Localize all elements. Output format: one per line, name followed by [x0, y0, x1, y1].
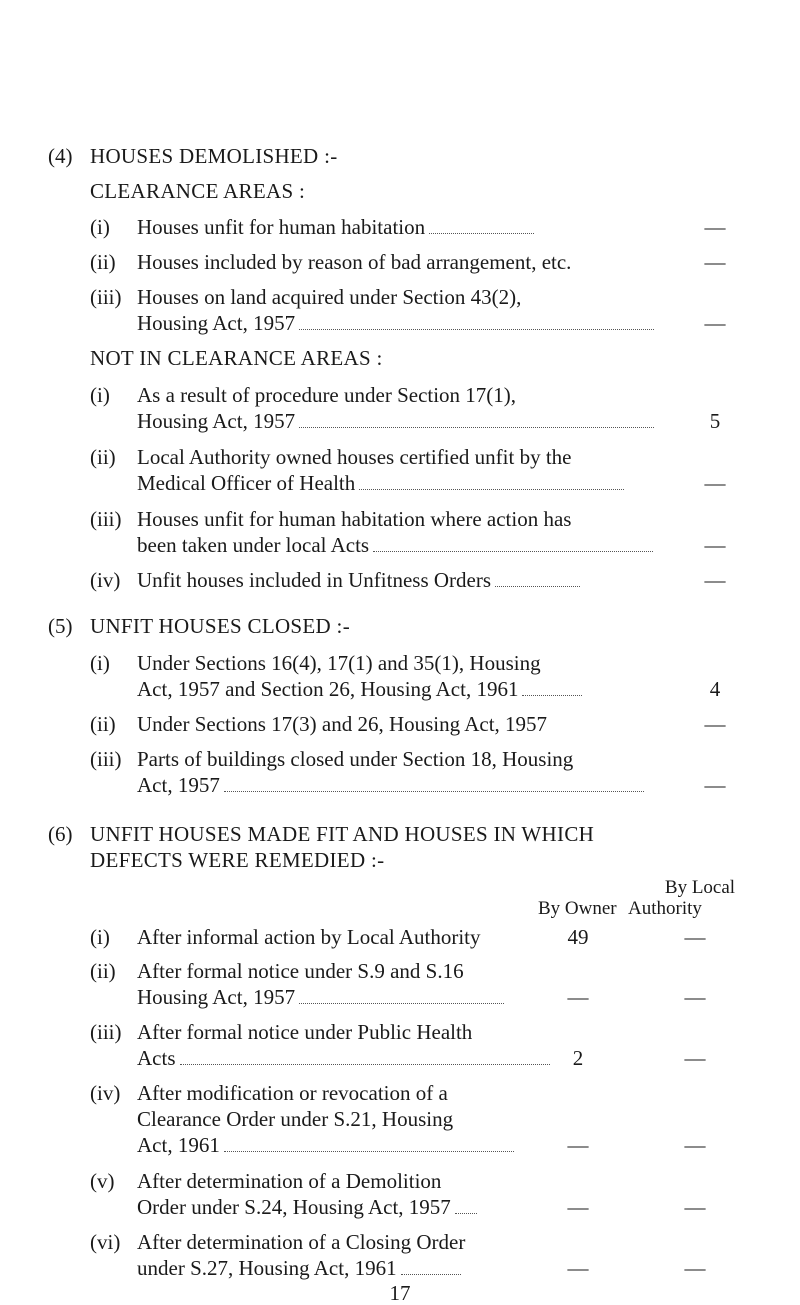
item-number: (iii) [90, 747, 122, 771]
la-value: — [684, 1195, 706, 1219]
section-number: (5) [48, 614, 73, 638]
item-text: Houses unfit for human habitation [137, 214, 692, 240]
item-number: (ii) [90, 712, 116, 736]
owner-value: 49 [567, 925, 589, 949]
col-header-la-line2: Authority [628, 898, 702, 919]
la-value: — [684, 1133, 706, 1157]
item-text: Houses included by reason of bad arrangement, etc. [137, 250, 572, 274]
item-text: After determination of a Closing Order [137, 1230, 466, 1254]
item-text: Under Sections 16(4), 17(1) and 35(1), Housing [137, 651, 541, 675]
item-text: Act, 1957 [137, 772, 692, 798]
clearance-areas-heading: CLEARANCE AREAS : [90, 179, 306, 203]
item-value: — [704, 215, 726, 239]
item-text: After informal action by Local Authority [137, 925, 481, 949]
item-number: (iii) [90, 285, 122, 309]
item-text: Acts [137, 1045, 557, 1071]
item-number: (iii) [90, 1020, 122, 1044]
section-title: HOUSES DEMOLISHED :- [90, 144, 338, 168]
item-text: Medical Officer of Health [137, 470, 692, 496]
item-value: — [704, 773, 726, 797]
item-text: After formal notice under Public Health [137, 1020, 473, 1044]
item-text: Order under S.24, Housing Act, 1957 [137, 1194, 557, 1220]
item-value: — [704, 533, 726, 557]
section-title: UNFIT HOUSES CLOSED :- [90, 614, 350, 638]
item-number: (v) [90, 1169, 115, 1193]
item-value: — [704, 568, 726, 592]
la-value: — [684, 985, 706, 1009]
item-text: Houses on land acquired under Section 43(2), [137, 285, 522, 309]
item-number: (i) [90, 925, 110, 949]
item-text: been taken under local Acts [137, 532, 692, 558]
item-text: After modification or revocation of a [137, 1081, 448, 1105]
item-text: Housing Act, 1957 [137, 408, 692, 434]
item-value: — [704, 250, 726, 274]
owner-value: — [567, 1195, 589, 1219]
item-value: 5 [709, 409, 721, 433]
item-value: — [704, 311, 726, 335]
item-value: — [704, 712, 726, 736]
item-number: (iv) [90, 568, 121, 592]
item-number: (ii) [90, 250, 116, 274]
owner-value: — [567, 1256, 589, 1280]
item-value: 4 [709, 677, 721, 701]
item-text: Unfit houses included in Unfitness Orders [137, 567, 692, 593]
item-text: After determination of a Demolition [137, 1169, 442, 1193]
item-number: (ii) [90, 445, 116, 469]
item-number: (i) [90, 383, 110, 407]
item-text: Act, 1957 and Section 26, Housing Act, 1961 [137, 676, 692, 702]
item-text: Houses unfit for human habitation where action has [137, 507, 572, 531]
item-text: Local Authority owned houses certified unfit by the [137, 445, 572, 469]
item-text: Parts of buildings closed under Section 18, Housing [137, 747, 574, 771]
item-text: Under Sections 17(3) and 26, Housing Act, 1957 [137, 712, 548, 736]
section-number: (4) [48, 144, 73, 168]
item-text: Housing Act, 1957 [137, 310, 692, 336]
item-number: (vi) [90, 1230, 121, 1254]
owner-value: 2 [572, 1046, 584, 1070]
item-value: — [704, 471, 726, 495]
la-value: — [684, 925, 706, 949]
owner-value: — [567, 985, 589, 1009]
item-text: under S.27, Housing Act, 1961 [137, 1255, 557, 1281]
item-text: As a result of procedure under Section 17(1), [137, 383, 517, 407]
section-title: UNFIT HOUSES MADE FIT AND HOUSES IN WHICH DEFECTS WERE REMEDIED :- [90, 822, 595, 872]
item-text: Housing Act, 1957 [137, 984, 557, 1010]
col-header-owner: By Owner [538, 898, 617, 919]
page-number: 17 [389, 1281, 411, 1305]
col-header-la-line1: By Local [664, 877, 736, 898]
item-number: (i) [90, 651, 110, 675]
item-text: After formal notice under S.9 and S.16 [137, 959, 464, 983]
owner-value: — [567, 1133, 589, 1157]
la-value: — [684, 1256, 706, 1280]
item-text: Act, 1961 [137, 1132, 557, 1158]
item-number: (iii) [90, 507, 122, 531]
item-text: Clearance Order under S.21, Housing [137, 1107, 454, 1131]
not-in-clearance-heading: NOT IN CLEARANCE AREAS : [90, 346, 383, 370]
item-number: (ii) [90, 959, 116, 983]
section-number: (6) [48, 822, 73, 846]
la-value: — [684, 1046, 706, 1070]
item-number: (iv) [90, 1081, 121, 1105]
item-number: (i) [90, 215, 110, 239]
